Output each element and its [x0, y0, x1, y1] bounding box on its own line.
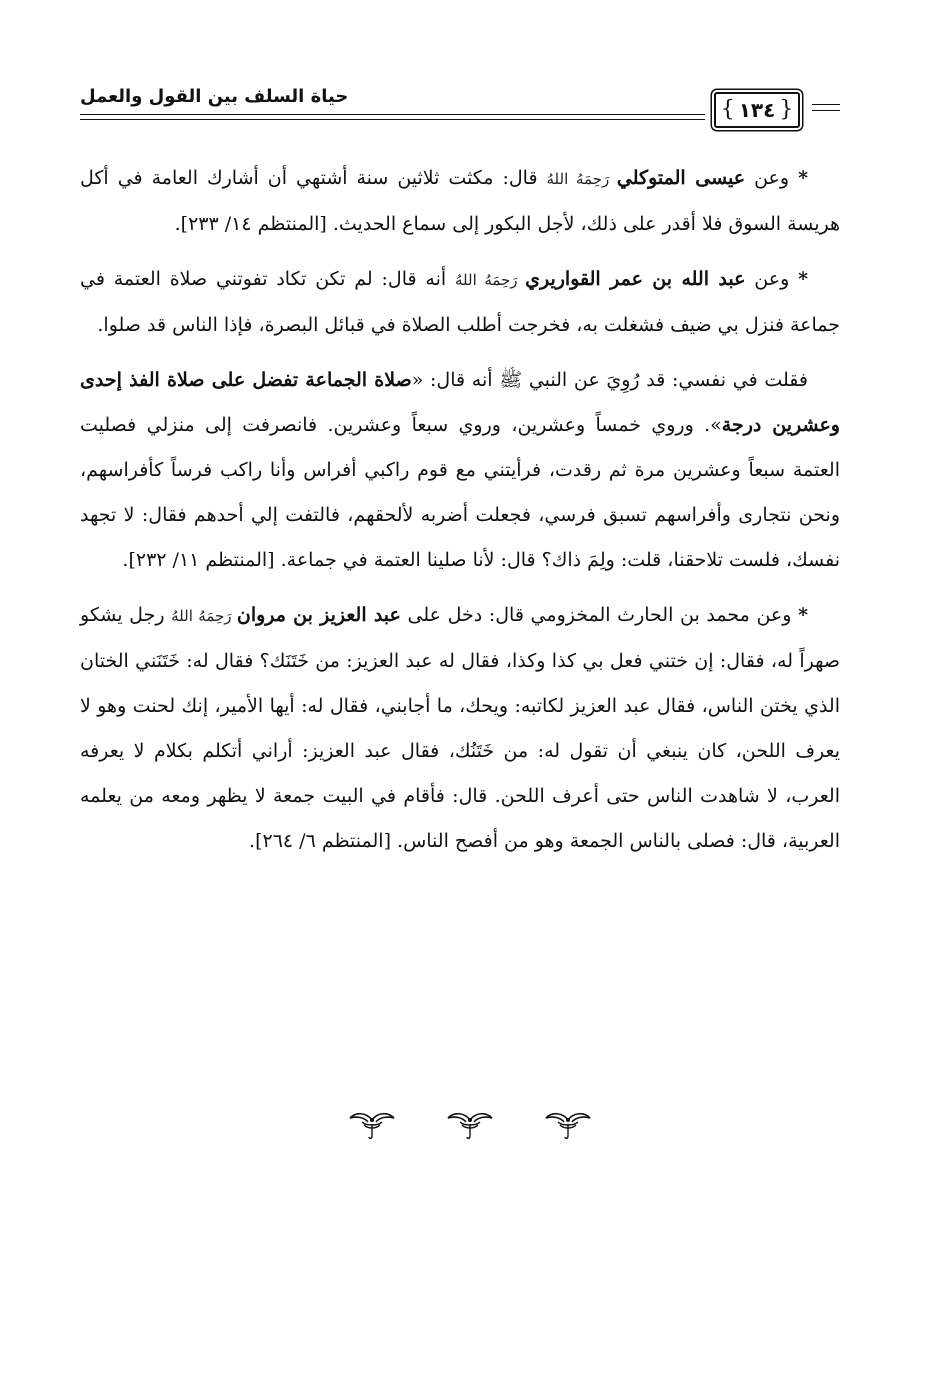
- page-number: ١٣٤: [738, 98, 776, 122]
- honorific: رَحِمَهُ اللهُ: [171, 607, 237, 625]
- floral-fleuron-icon: [344, 1108, 400, 1142]
- text-segment: وعن: [745, 268, 799, 290]
- person-name: عبد الله بن عمر القواريري: [525, 268, 746, 290]
- person-name: صلاة الجماعة تفضل على صلاة الفذ إحدى وعشرين درجة: [80, 369, 840, 436]
- paragraph: [80, 358, 840, 583]
- header-rule-right-bottom: [812, 110, 840, 111]
- body-text: [80, 156, 840, 874]
- paragraph: [80, 257, 840, 348]
- asterisk-bullet-icon: *: [798, 268, 809, 290]
- asterisk-bullet-icon: *: [798, 604, 808, 626]
- right-brace-icon: }: [720, 97, 735, 122]
- text-segment: ». وروي خمساً وعشرين، وروي سبعاً وعشرين. فانصرفت إلى منزلي فصليت العتمة سبعاً وعشرين مرة ثم رقدت، فرأيتني مع قوم راكبي أفراس وأنا راكب فرساً كأفراسهم، ونحن نتجارى وأفراسهم تسبق فرسي، فجعلت أضربه لألحقهم، فالتفت إلي أحدهم فقال: لا تجهد نفسك، فلست تلاحقنا، قلت: ولِمَ ذاك؟ قال: لأنا صلينا العتمة في جماعة. [المنتظم ١١/ ٢٣٢].: [80, 414, 840, 571]
- honorific: رَحِمَهُ اللهُ: [455, 271, 526, 289]
- person-name: عبد العزيز بن مروان: [236, 604, 401, 626]
- header-rule-top: [80, 114, 705, 115]
- text-segment: أنه قال: لم تكن تكاد تفوتني صلاة العتمة في جماعة فنزل بي ضيف فشغلت به، فخرجت أطلب الصلاة في قبائل البصرة، فإذا الناس قد صلوا.: [80, 268, 840, 336]
- text-segment: وعن: [745, 167, 799, 189]
- floral-fleuron-icon: [540, 1108, 596, 1142]
- section-end-ornaments: [0, 1108, 940, 1142]
- text-segment: فقلت في نفسي: قد رُوِيَ عن النبي ﷺ أنه قال: «: [411, 369, 808, 391]
- page-header: [80, 80, 840, 128]
- page-number-frame: [714, 92, 800, 128]
- header-rule-bottom: [80, 119, 705, 120]
- honorific: رَحِمَهُ اللهُ: [546, 170, 617, 188]
- header-rule-right-top: [812, 104, 840, 105]
- text-segment: رجل يشكو صهراً له، فقال: إن ختني فعل بي كذا وكذا، فقال له عبد العزيز: من خَتَنَك؟ فقال له: خَتَنَني الختان الذي يختن الناس، فقال عبد العزيز لكاتبه: ويحك، ما أجابني، فقال له: أيها الأمير، إنك لحنت وهو لا يعرف اللحن، كان ينبغي أن تقول له: من خَتَنُك، فقال عبد العزيز: أراني أتكلم بكلام لا يعرفه العرب، لا شاهدت الناس حتى أعرف اللحن. قال: فأقام في البيت جمعة لا يظهر ومعه من يعلمه العربية، قال: فصلى بالناس الجمعة وهو من أفصح الناس. [المنتظم ٦/ ٢٦٤].: [80, 604, 840, 852]
- paragraph: [80, 593, 840, 864]
- text-segment: وعن محمد بن الحارث المخزومي قال: دخل على: [400, 604, 799, 626]
- asterisk-bullet-icon: *: [798, 167, 808, 189]
- left-brace-icon: {: [779, 97, 794, 122]
- person-name: عيسى المتوكلي: [616, 167, 746, 189]
- paragraph: [80, 156, 840, 247]
- text-segment: قال: مكثت ثلاثين سنة أشتهي أن أشارك العامة في أكل هريسة السوق فلا أقدر على ذلك، لأجل البكور إلى سماع الحديث. [المنتظم ١٤/ ٢٣٣].: [80, 167, 840, 235]
- floral-fleuron-icon: [442, 1108, 498, 1142]
- running-title: حياة السلف بين القول والعمل: [80, 86, 349, 107]
